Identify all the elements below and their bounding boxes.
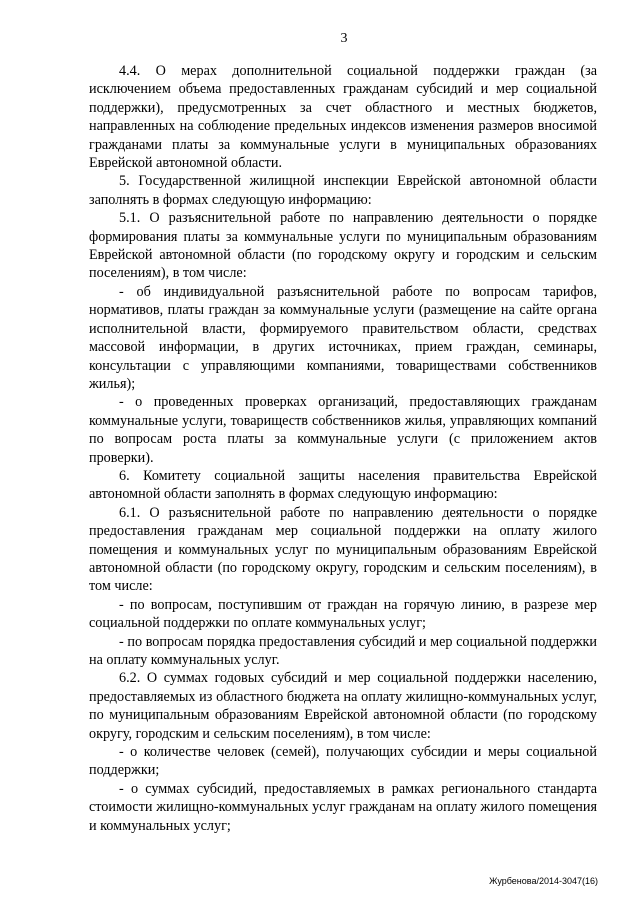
list-item-inspections: - о проведенных проверках организаций, предоставляющих гражданам коммунальные услуги, товариществ собственников жилья, управляющих компаний по вопросам роста платы за коммунальные услуги (с приложением актов проверки).: [89, 394, 597, 466]
footer-reference: Журбенова/2014-3047(16): [489, 876, 598, 886]
paragraph-6-1: 6.1. О разъяснительной работе по направлению деятельности о порядке предоставления гражданам мер социальной поддержки на оплату жилого помещения и коммунальных услуг по муниципальным образованиям Еврейской автономной области (по городскому округу, городским и сельским поселениям), в том числе:: [89, 504, 597, 595]
list-item-subsidy-procedure: - по вопросам порядка предоставления субсидий и мер социальной поддержки на оплату коммунальных услуг.: [89, 633, 597, 668]
paragraph-6-2: 6.2. О суммах годовых субсидий и мер социальной поддержки населению, предоставляемых из областного бюджета на оплату жилищно-коммунальных услуг, по муниципальным образованиям Еврейской автономной области (по городскому округу, городским и сельским поселениям), в том числе:: [89, 670, 597, 742]
paragraph-5: 5. Государственной жилищной инспекции Еврейской автономной области заполнять в формах следующую информацию:: [89, 173, 597, 208]
list-item-hotline: - по вопросам, поступившим от граждан на горячую линию, в разрезе мер социальной поддержки по оплате коммунальных услуг;: [89, 596, 597, 632]
paragraph-5-1: 5.1. О разъяснительной работе по направлению деятельности о порядке формирования платы за коммунальные услуги по муниципальным образованиям Еврейской автономной области (по городскому округу и городским и сельским поселениям), в том числе:: [89, 210, 597, 282]
document-body: [89, 62, 597, 835]
list-item-individual-work: - об индивидуальной разъяснительной работе по вопросам тарифов, нормативов, платы граждан за коммунальные услуги (размещение на сайте органа исполнительной власти, формируемого правительством области, средствах массовой информации, в других источниках, прием граждан, семинары, консультации с управляющими компаниями, товариществами собственников жилья);: [89, 283, 597, 392]
list-item-recipients-count: - о количестве человек (семей), получающих субсидии и меры социальной поддержки;: [89, 744, 597, 779]
paragraph-4-4: 4.4. О мерах дополнительной социальной поддержки граждан (за исключением объема предоставленных гражданам субсидий и мер социальной поддержки), предусмотренных за счет областного и местных бюджетов, направленных на соблюдение предельных индексов изменения размеров вносимой гражданами платы за коммунальные услуги в муниципальных образованиях Еврейской автономной области.: [89, 63, 597, 172]
list-item-subsidy-sums: - о суммах субсидий, предоставляемых в рамках регионального стандарта стоимости жилищно-коммунальных услуг гражданам на оплату жилого помещения и коммунальных услуг;: [89, 780, 597, 834]
paragraph-6: 6. Комитету социальной защиты населения правительства Еврейской автономной области заполнять в формах следующую информацию:: [89, 467, 597, 503]
page-number: 3: [340, 31, 348, 46]
